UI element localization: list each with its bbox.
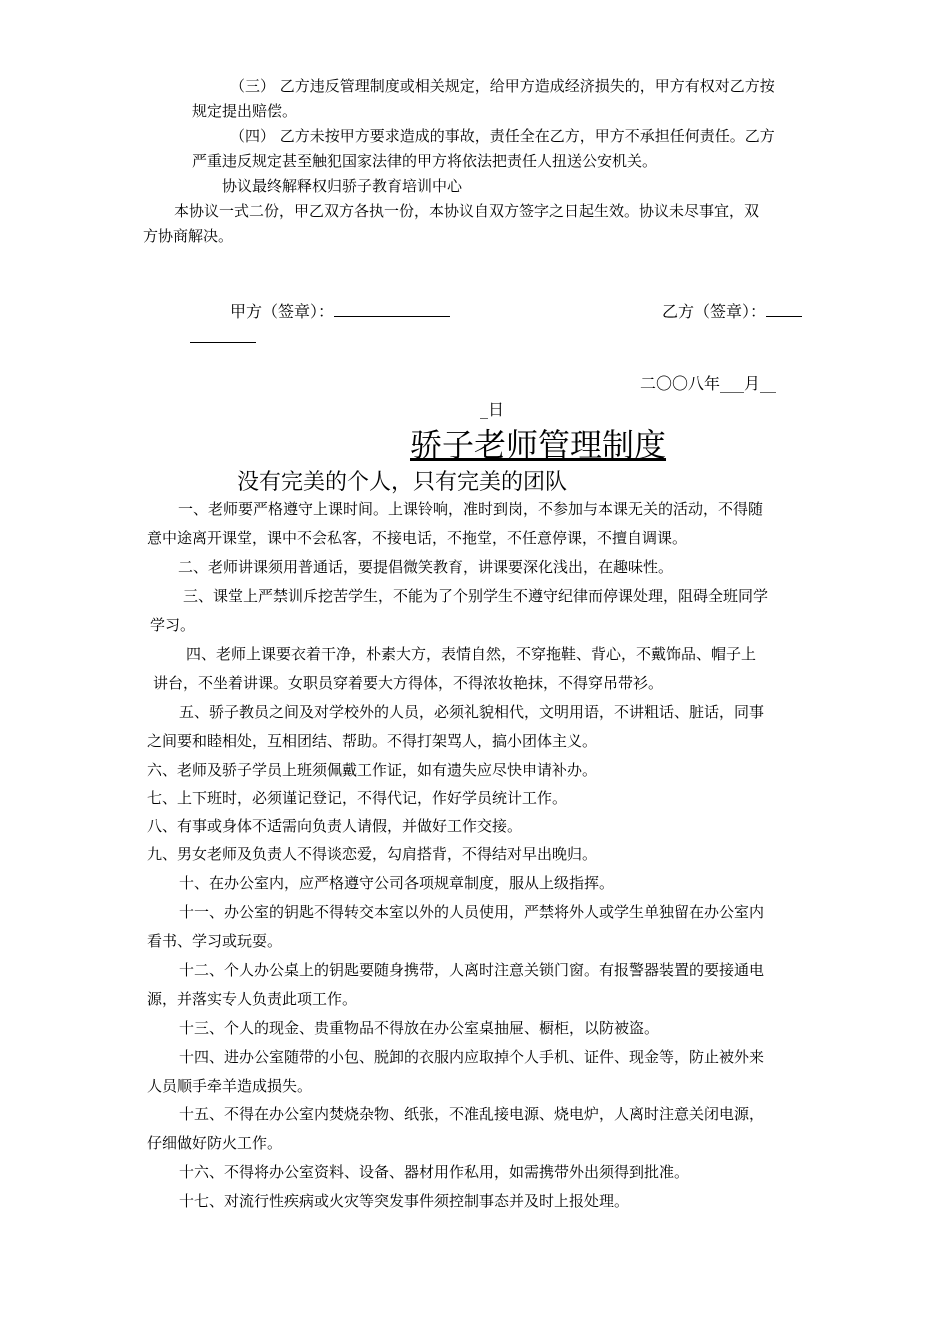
party-b-signature-line-continued xyxy=(190,342,256,343)
rule-15-line-1: 十五、不得在办公室内焚烧杂物、纸张，不准乱接电源、烧电炉，人离时注意关闭电源， xyxy=(179,1105,765,1123)
rule-14-line-2: 人员顺手牵羊造成损失。 xyxy=(147,1077,313,1095)
party-a-signature-line xyxy=(334,300,450,317)
date-line-2: _日 xyxy=(480,400,505,419)
rule-12-line-1: 十二、个人办公桌上的钥匙要随身携带，人离时注意关锁门窗。有报警器装置的要接通电 xyxy=(179,961,765,979)
date-line-1: 二〇〇八年___月__ xyxy=(640,374,777,393)
rule-7: 七、上下班时，必须谨记登记，不得代记，作好学员统计工作。 xyxy=(147,789,568,807)
rule-13: 十三、个人的现金、贵重物品不得放在办公室桌抽屉、橱柜，以防被盗。 xyxy=(179,1019,660,1037)
rule-16: 十六、不得将办公室资料、设备、器材用作私用，如需携带外出须得到批准。 xyxy=(179,1163,690,1181)
clause-4-line-2: 严重违反规定甚至触犯国家法律的甲方将依法把责任人扭送公安机关。 xyxy=(192,152,658,170)
rule-2: 二、老师讲课须用普通话，要提倡微笑教育，讲课要深化浅出，在趣味性。 xyxy=(178,558,674,576)
clause-3-line-1: （三） 乙方违反管理制度或相关规定，给甲方造成经济损失的，甲方有权对乙方按 xyxy=(230,77,775,95)
party-b-signature xyxy=(662,300,802,322)
rule-11-line-2: 看书、学习或玩耍。 xyxy=(147,932,283,950)
party-a-signature xyxy=(230,300,450,322)
interpretation-note: 协议最终解释权归骄子教育培训中心 xyxy=(222,177,463,195)
rule-6: 六、老师及骄子学员上班须佩戴工作证，如有遗失应尽快申请补办。 xyxy=(147,761,598,779)
rule-17: 十七、对流行性疾病或火灾等突发事件须控制事态并及时上报处理。 xyxy=(179,1192,630,1210)
rule-1-line-2: 意中途离开课堂，课中不会私客，不接电话，不拖堂，不任意停课，不擅自调课。 xyxy=(147,529,688,547)
clause-3-line-2: 规定提出赔偿。 xyxy=(192,102,298,120)
rule-15-line-2: 仔细做好防火工作。 xyxy=(147,1134,283,1152)
rule-14-line-1: 十四、进办公室随带的小包、脱卸的衣服内应取掉个人手机、证件、现金等，防止被外来 xyxy=(179,1048,765,1066)
rule-10: 十、在办公室内，应严格遵守公司各项规章制度，服从上级指挥。 xyxy=(179,874,615,892)
copies-line-2: 方协商解决。 xyxy=(143,227,234,245)
page-title: 骄子老师管理制度 xyxy=(410,426,667,464)
page-subtitle: 没有完美的个人，只有完美的团队 xyxy=(237,470,568,495)
party-b-signature-line xyxy=(766,300,802,317)
rule-5-line-2: 之间要和睦相处，互相团结、帮助。不得打架骂人，搞小团体主义。 xyxy=(147,732,598,750)
rule-4-line-1: 四、老师上课要衣着干净，朴素大方，表情自然，不穿拖鞋、背心，不戴饰品、帽子上 xyxy=(186,645,757,663)
party-b-label: 乙方（签章）： xyxy=(662,302,767,321)
rule-1-line-1: 一、老师要严格遵守上课时间。上课铃响，准时到岗，不参加与本课无关的活动，不得随 xyxy=(178,500,764,518)
copies-line-1: 本协议一式二份，甲乙双方各执一份，本协议自双方签字之日起生效。协议未尽事宜，双 xyxy=(174,202,760,220)
rule-3-line-1: 三、课堂上严禁训斥挖苦学生，不能为了个别学生不遵守纪律而停课处理，阻碍全班同学 xyxy=(183,587,769,605)
rule-4-line-2: 讲台，不坐着讲课。女职员穿着要大方得体，不得浓妆艳抹，不得穿吊带衫。 xyxy=(153,674,664,692)
rule-5-line-1: 五、骄子教员之间及对学校外的人员，必须礼貌相代，文明用语，不讲粗话、脏话，同事 xyxy=(179,703,765,721)
party-a-label: 甲方（签章）： xyxy=(230,302,335,321)
clause-4-line-1: （四） 乙方未按甲方要求造成的事故，责任全在乙方，甲方不承担任何责任。乙方 xyxy=(230,127,775,145)
rule-9: 九、男女老师及负责人不得谈恋爱，勾肩搭背，不得结对早出晚归。 xyxy=(147,845,598,863)
rule-11-line-1: 十一、办公室的钥匙不得转交本室以外的人员使用，严禁将外人或学生单独留在办公室内 xyxy=(179,903,765,921)
rule-12-line-2: 源，并落实专人负责此项工作。 xyxy=(147,990,358,1008)
rule-8: 八、有事或身体不适需向负责人请假，并做好工作交接。 xyxy=(147,817,523,835)
rule-3-line-2: 学习。 xyxy=(150,616,196,634)
